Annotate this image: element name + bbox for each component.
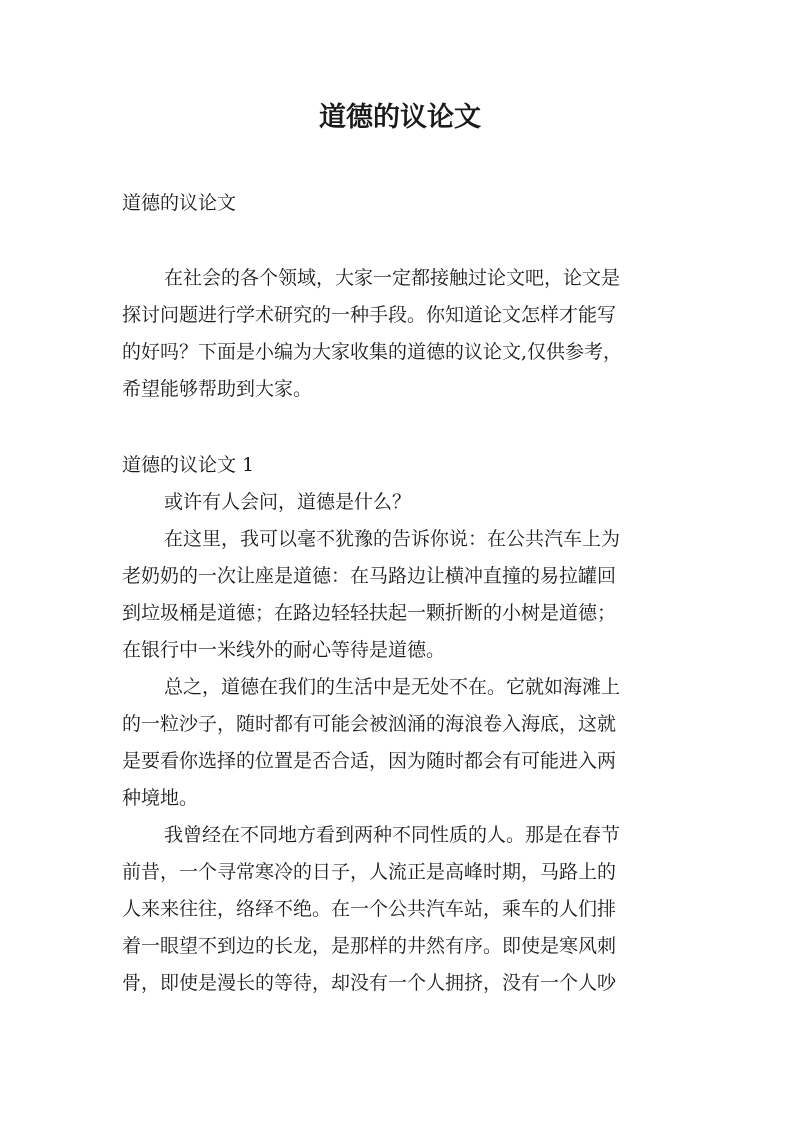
intro-line: 希望能够帮助到大家。 bbox=[122, 378, 313, 400]
intro-line: 在社会的各个领域，大家一定都接触过论文吧，论文是 bbox=[164, 267, 621, 289]
body-line: 在银行中一米线外的耐心等待是道德。 bbox=[122, 639, 446, 661]
document-subtitle: 道德的议论文 bbox=[122, 192, 237, 214]
body-line: 的一粒沙子，随时都有可能会被汹涌的海浪卷入海底，这就 bbox=[122, 713, 617, 735]
body-line: 着一眼望不到边的长龙，是那样的井然有序。即使是寒风刺 bbox=[122, 935, 617, 957]
section-heading: 道德的议论文 1 bbox=[122, 454, 255, 476]
body-line: 种境地。 bbox=[122, 787, 199, 809]
body-line: 前昔，一个寻常寒冷的日子，人流正是高峰时期，马路上的 bbox=[122, 861, 617, 883]
body-line: 总之，道德在我们的生活中是无处不在。它就如海滩上 bbox=[164, 676, 621, 698]
body-line: 人来来往往，络绎不绝。在一个公共汽车站，乘车的人们排 bbox=[122, 898, 617, 920]
body-line: 或许有人会问，道德是什么？ bbox=[164, 491, 412, 513]
document-title: 道德的议论文 bbox=[319, 102, 481, 133]
body-line: 老奶奶的一次让座是道德：在马路边让横冲直撞的易拉罐回 bbox=[122, 565, 617, 587]
body-line: 我曾经在不同地方看到两种不同性质的人。那是在春节 bbox=[164, 824, 621, 846]
intro-line: 的好吗？下面是小编为大家收集的道德的议论文,仅供参考， bbox=[122, 341, 623, 363]
body-line: 在这里，我可以毫不犹豫的告诉你说：在公共汽车上为 bbox=[164, 528, 621, 550]
body-line: 到垃圾桶是道德；在路边轻轻扶起一颗折断的小树是道德； bbox=[122, 602, 617, 624]
body-line: 骨，即使是漫长的等待，却没有一个人拥挤，没有一个人吵 bbox=[122, 972, 617, 994]
body-line: 是要看你选择的位置是否合适，因为随时都会有可能进入两 bbox=[122, 750, 617, 772]
intro-line: 探讨问题进行学术研究的一种手段。你知道论文怎样才能写 bbox=[122, 304, 617, 326]
